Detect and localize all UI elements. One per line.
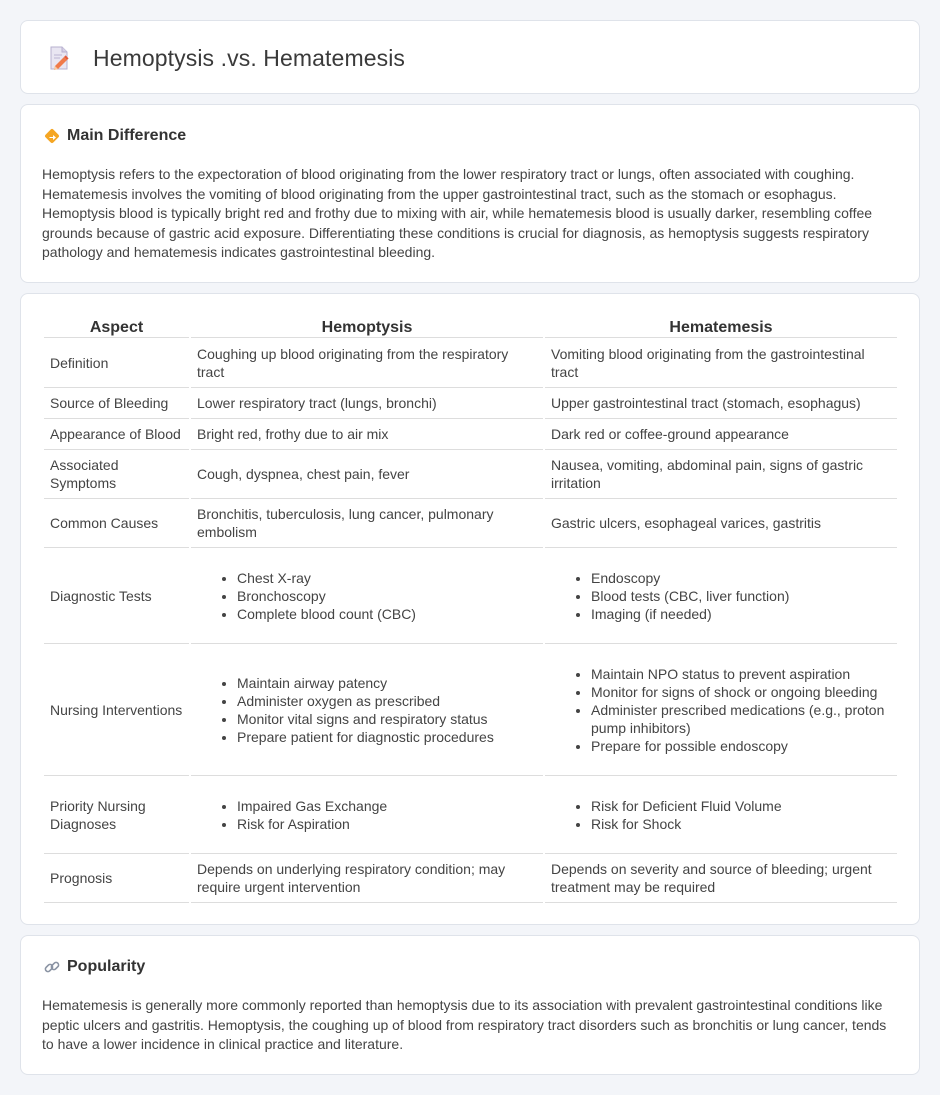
- list-item: • Prepare patient for diagnostic procedures: [237, 728, 537, 746]
- hematemesis-cell: Dark red or coffee-ground appearance: [545, 419, 897, 450]
- hematemesis-cell: Depends on severity and source of bleeding; urgent treatment may be required: [545, 854, 897, 903]
- table-row: [44, 776, 897, 854]
- hemoptysis-cell: [191, 644, 543, 776]
- header-card: [20, 20, 920, 94]
- list-item: • Monitor for signs of shock or ongoing bleeding: [591, 683, 891, 701]
- row-aspect: Priority Nursing Diagnoses: [44, 776, 189, 854]
- comparison-card: [20, 293, 920, 925]
- list-item: • Imaging (if needed): [591, 605, 891, 623]
- main-difference-heading: Main Difference: [67, 127, 187, 144]
- list-item: • Blood tests (CBC, liver function): [591, 587, 891, 605]
- column-header-aspect: Aspect: [44, 316, 189, 338]
- main-difference-text: Hemoptysis refers to the expectoration of blood originating from the lower respiratory tract or lungs, often associated with coughing. Hematemesis involves the vomiting of blood originating from the upper gastrointestinal tract, such as the stomach or esophagus. Hemoptysis blood is typically bright red and frothy due to mixing with air, while hematemesis blood is usually darker, resembling coffee grounds because of gastric acid exposure. Differentiating these conditions is crucial for diagnosis, as hemoptysis suggests respiratory pathology and hematemesis indicates gastrointestinal bleeding.: [42, 166, 873, 261]
- hematemesis-cell: [545, 776, 897, 854]
- hemoptysis-cell: Coughing up blood originating from the respiratory tract: [191, 338, 543, 388]
- document-pencil-icon: [45, 44, 73, 72]
- hemoptysis-cell: [191, 548, 543, 644]
- table-row: [44, 388, 897, 419]
- column-header-hemoptysis: Hemoptysis: [191, 316, 543, 338]
- table-row: [44, 338, 897, 388]
- table-row: [44, 450, 897, 499]
- row-aspect: Source of Bleeding: [44, 388, 189, 419]
- row-aspect: Diagnostic Tests: [44, 548, 189, 644]
- diamond-sign-icon: [43, 127, 61, 145]
- list-item: • Prepare for possible endoscopy: [591, 737, 891, 755]
- main-difference-card: [20, 104, 920, 283]
- list-item: • Endoscopy: [591, 569, 891, 587]
- hematemesis-cell: Upper gastrointestinal tract (stomach, esophagus): [545, 388, 897, 419]
- list-item: • Bronchoscopy: [237, 587, 537, 605]
- row-aspect: Definition: [44, 338, 189, 388]
- list-item: • Maintain NPO status to prevent aspiration: [591, 665, 891, 683]
- table-row: [44, 854, 897, 903]
- row-aspect: Nursing Interventions: [44, 644, 189, 776]
- list-item: • Monitor vital signs and respiratory status: [237, 710, 537, 728]
- hemoptysis-cell: Depends on underlying respiratory condition; may require urgent intervention: [191, 854, 543, 903]
- list-item: • Risk for Shock: [591, 815, 891, 833]
- row-aspect: Prognosis: [44, 854, 189, 903]
- table-row: [44, 419, 897, 450]
- hematemesis-cell: [545, 548, 897, 644]
- list-item: • Administer oxygen as prescribed: [237, 692, 537, 710]
- row-aspect: Common Causes: [44, 499, 189, 548]
- list-item: • Risk for Deficient Fluid Volume: [591, 797, 891, 815]
- list-item: • Risk for Aspiration: [237, 815, 537, 833]
- hemoptysis-cell: Bright red, frothy due to air mix: [191, 419, 543, 450]
- table-header-row: [44, 316, 897, 338]
- list-item: • Administer prescribed medications (e.g., proton pump inhibitors): [591, 701, 891, 737]
- column-header-hematemesis: Hematemesis: [545, 316, 897, 338]
- list-item: • Maintain airway patency: [237, 674, 537, 692]
- list-item: • Complete blood count (CBC): [237, 605, 537, 623]
- bullet-list: [197, 797, 537, 833]
- table-row: [44, 499, 897, 548]
- hemoptysis-cell: Lower respiratory tract (lungs, bronchi): [191, 388, 543, 419]
- bullet-list: [551, 665, 891, 755]
- hemoptysis-cell: Cough, dyspnea, chest pain, fever: [191, 450, 543, 499]
- popularity-heading: Popularity: [67, 958, 146, 975]
- list-item: • Impaired Gas Exchange: [237, 797, 537, 815]
- hemoptysis-cell: Bronchitis, tuberculosis, lung cancer, pulmonary embolism: [191, 499, 543, 548]
- bullet-list: [551, 569, 891, 623]
- hematemesis-cell: [545, 644, 897, 776]
- page-title: Hemoptysis .vs. Hematemesis: [93, 44, 405, 71]
- list-item: • Chest X-ray: [237, 569, 537, 587]
- bullet-list: [551, 797, 891, 833]
- comparison-table: [42, 316, 899, 903]
- row-aspect: Associated Symptoms: [44, 450, 189, 499]
- popularity-card: [20, 935, 920, 1075]
- bullet-list: [197, 569, 537, 623]
- popularity-text: Hematemesis is generally more commonly reported than hemoptysis due to its association with prevalent gastrointestinal conditions like peptic ulcers and gastritis. Hemoptysis, the coughing up of blood from respiratory tract disorders such as bronchitis or lung cancer, tends to have a lower incidence in clinical practice and literature.: [42, 997, 887, 1053]
- hemoptysis-cell: [191, 776, 543, 854]
- table-row: [44, 548, 897, 644]
- row-aspect: Appearance of Blood: [44, 419, 189, 450]
- hematemesis-cell: Vomiting blood originating from the gastrointestinal tract: [545, 338, 897, 388]
- bullet-list: [197, 674, 537, 746]
- link-icon: [43, 958, 61, 976]
- hematemesis-cell: Gastric ulcers, esophageal varices, gastritis: [545, 499, 897, 548]
- hematemesis-cell: Nausea, vomiting, abdominal pain, signs of gastric irritation: [545, 450, 897, 499]
- table-row: [44, 644, 897, 776]
